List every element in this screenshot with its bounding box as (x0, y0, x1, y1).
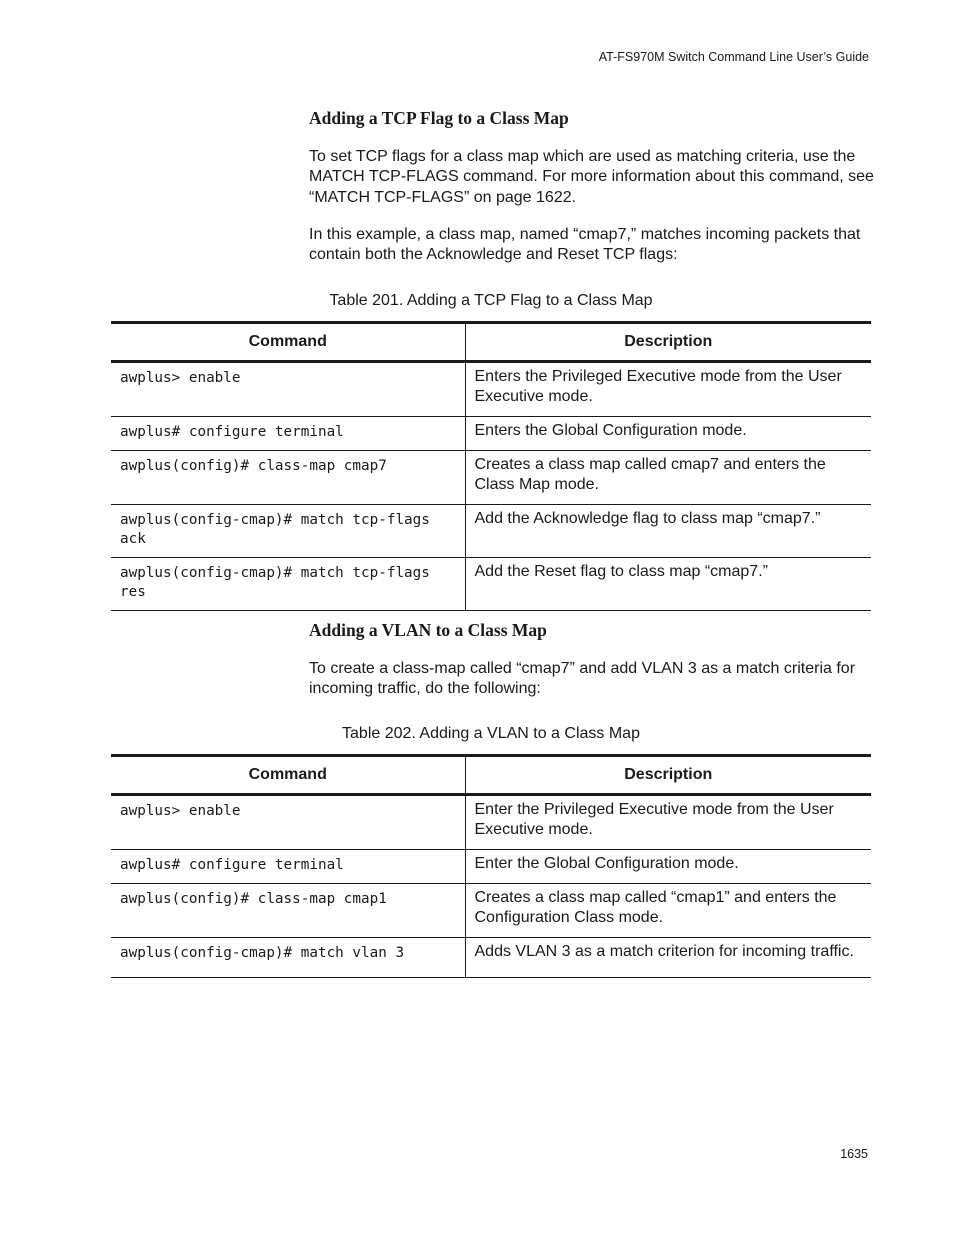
table-header-row (111, 323, 871, 362)
table-caption-201: Table 201. Adding a TCP Flag to a Class Map (329, 292, 653, 309)
description-cell: Creates a class map called cmap7 and enters the Class Map mode. (465, 450, 871, 504)
description-cell: Add the Reset flag to class map “cmap7.” (465, 557, 871, 610)
command-cell: awplus(config)# class-map cmap7 (111, 450, 465, 504)
column-header-description: Description (465, 323, 871, 362)
command-cell: awplus# configure terminal (111, 416, 465, 450)
running-header: AT-FS970M Switch Command Line User’s Guide (598, 50, 869, 64)
table-caption-202: Table 202. Adding a VLAN to a Class Map (342, 725, 640, 742)
table-header-row (111, 756, 871, 795)
paragraph-vlan-intro: To create a class-map called “cmap7” and add VLAN 3 as a match criteria for incoming traffic, do the following: (309, 660, 856, 698)
description-cell: Enters the Privileged Executive mode from the User Executive mode. (465, 362, 871, 417)
command-cell: awplus> enable (111, 795, 465, 850)
column-header-description: Description (465, 756, 871, 795)
command-cell: awplus# configure terminal (111, 849, 465, 883)
table-row (111, 937, 871, 977)
description-cell: Enter the Privileged Executive mode from the User Executive mode. (465, 795, 871, 850)
description-cell: Creates a class map called “cmap1” and enters the Configuration Class mode. (465, 883, 871, 937)
column-header-command: Command (111, 756, 465, 795)
command-cell: awplus(config-cmap)# match vlan 3 (111, 937, 465, 977)
description-cell: Enters the Global Configuration mode. (465, 416, 871, 450)
command-cell: awplus> enable (111, 362, 465, 417)
command-cell: awplus(config-cmap)# match tcp-flags res (111, 557, 465, 610)
page-number: 1635 (840, 1147, 868, 1161)
column-header-command: Command (111, 323, 465, 362)
description-cell: Adds VLAN 3 as a match criterion for incoming traffic. (465, 937, 871, 977)
paragraph-tcp-intro: To set TCP flags for a class map which are used as matching criteria, use the MATCH TCP-FLAGS command. For more information about this command, see “MATCH TCP-FLAGS” on page 1622. (309, 148, 874, 206)
table-row (111, 416, 871, 450)
command-cell: awplus(config-cmap)# match tcp-flags ack (111, 504, 465, 557)
section-heading-vlan: Adding a VLAN to a Class Map (309, 620, 547, 640)
table-row (111, 849, 871, 883)
table-tcp-flag (111, 321, 871, 611)
table-row (111, 362, 871, 417)
command-cell: awplus(config)# class-map cmap1 (111, 883, 465, 937)
description-cell: Add the Acknowledge flag to class map “cmap7.” (465, 504, 871, 557)
table-row (111, 450, 871, 504)
table-row (111, 557, 871, 610)
paragraph-tcp-example: In this example, a class map, named “cmap7,” matches incoming packets that contain both the Acknowledge and Reset TCP flags: (309, 226, 861, 264)
section-heading-tcp-flag: Adding a TCP Flag to a Class Map (309, 108, 569, 128)
table-row (111, 883, 871, 937)
table-row (111, 504, 871, 557)
table-row (111, 795, 871, 850)
table-vlan (111, 754, 871, 978)
description-cell: Enter the Global Configuration mode. (465, 849, 871, 883)
